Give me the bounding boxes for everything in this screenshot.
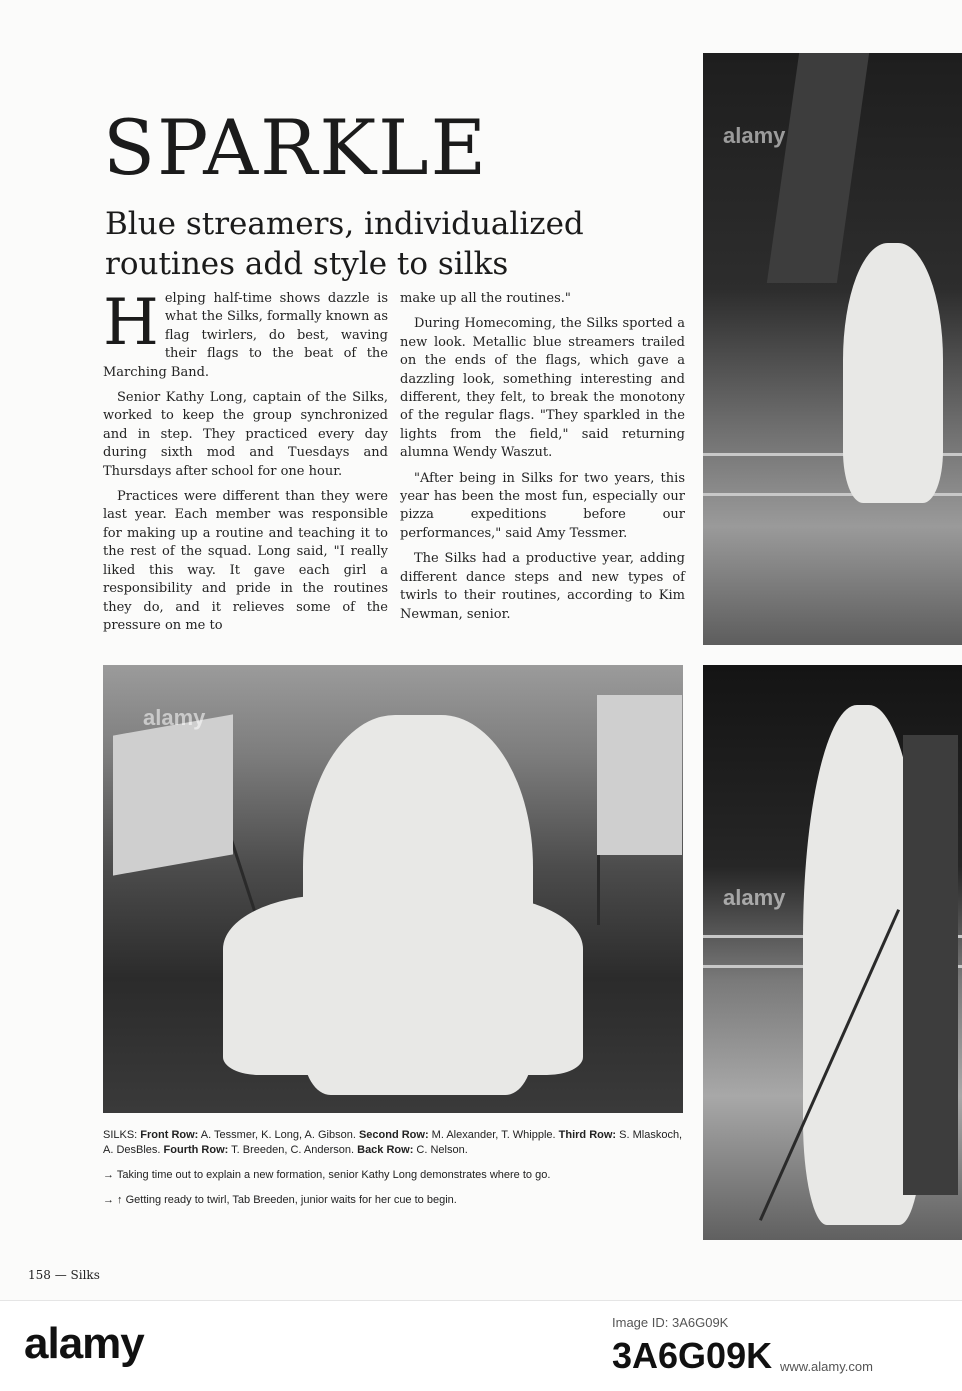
watermark-text: alamy — [723, 123, 786, 148]
flag-shape — [903, 735, 958, 1195]
paragraph-3: Practices were different than they were last year. Each member was responsible for making up a routine and teaching it to the rest of the squad. Long said, "I really liked this way. It gave each girl a responsibility and pride in the routines they do, and it relieves some of the pressure on me to — [103, 489, 388, 633]
front-row-label: Front Row: — [140, 1129, 199, 1141]
fourth-row-names: T. Breeden, C. Anderson. — [228, 1144, 358, 1156]
caption-formation: → Taking time out to explain a new formation, senior Kathy Long demonstrates where to go. — [103, 1169, 551, 1181]
back-row-label: Back Row: — [357, 1144, 414, 1156]
fourth-row-label: Fourth Row: — [163, 1144, 229, 1156]
group-figures — [223, 895, 583, 1075]
third-row-names: S. Mlaskoch, A. DesBles. — [103, 1129, 683, 1156]
photo-twirler-explaining — [703, 665, 962, 1240]
watermark-text: alamy — [723, 885, 786, 910]
front-row-names: A. Tessmer, K. Long, A. Gibson. — [198, 1129, 359, 1141]
second-row-names: M. Alexander, T. Whipple. — [428, 1129, 559, 1141]
page-folio: 158 — Silks — [28, 1268, 100, 1282]
back-row-names: C. Nelson. — [413, 1144, 468, 1156]
site-url[interactable]: www.alamy.com — [780, 1359, 873, 1374]
photo-twirler-waiting — [703, 53, 962, 645]
drop-cap: H — [103, 286, 159, 360]
third-row-label: Third Row: — [558, 1129, 617, 1141]
paragraph-1-text: elping half-time shows dazzle is what the Silks, formally known as flag twirlers, do best, waving their flags to the beat of the Marching Band. — [103, 291, 388, 380]
flag-shape — [113, 714, 233, 875]
paragraph-7: The Silks had a productive year, adding different dance steps and new types of twirls to their routines, according to Kim Newman, senior. — [400, 551, 685, 622]
image-id-label: Image ID: 3A6G09K — [612, 1315, 729, 1330]
article-column-2 — [400, 290, 685, 631]
group-caption — [103, 1128, 683, 1158]
paragraph-4: make up all the routines." — [400, 291, 571, 306]
subheadline: Blue streamers, individualized routines add style to silks — [105, 206, 584, 282]
second-row-label: Second Row: — [358, 1129, 429, 1141]
flag-shape — [767, 53, 869, 283]
twirler-figure — [843, 243, 943, 503]
flag-shape — [597, 695, 682, 855]
image-code: 3A6G09K — [612, 1335, 773, 1376]
paragraph-6: "After being in Silks for two years, this year has been the most fun, especially our pizza expeditions before our performances," said Amy Tessmer. — [400, 470, 685, 541]
photo-captions — [103, 1128, 683, 1218]
paragraph-2: Senior Kathy Long, captain of the Silks, worked to keep the group synchronized and in step. They practiced every day during sixth mod and Tuesdays and Thursdays after school for one hour. — [103, 390, 388, 479]
alamy-logo: alamy — [24, 1319, 144, 1368]
paragraph-5: During Homecoming, the Silks sported a new look. Metallic blue streamers trailed on the ends of the flags, which gave a dazzling look, something interesting and different, they felt, to break the monotony of the regular flags. "They sparkled in the lights from the field," said returning alumna Wendy Waszut. — [400, 316, 685, 461]
stock-footer — [0, 1300, 962, 1391]
headline: SPARKLE — [103, 103, 489, 192]
article-column-1 — [103, 286, 388, 642]
caption-twirl: → ↑ Getting ready to twirl, Tab Breeden, junior waits for her cue to begin. — [103, 1194, 457, 1206]
watermark-text: alamy — [143, 705, 206, 730]
photo-silks-group — [103, 665, 683, 1113]
caption-prefix: SILKS: — [103, 1129, 141, 1141]
paragraph-1 — [103, 286, 388, 382]
